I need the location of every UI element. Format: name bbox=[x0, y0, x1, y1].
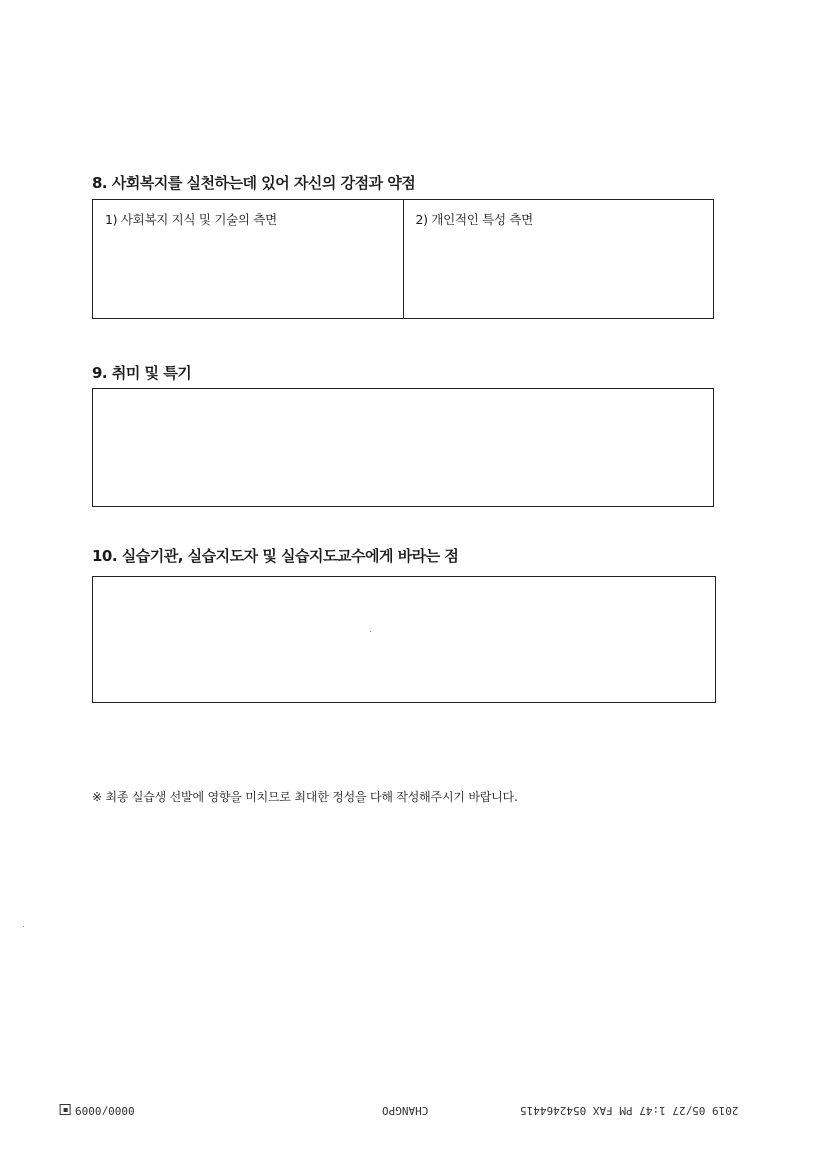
knowledge-skills-label: 1) 사회복지 지식 및 기술의 측면 bbox=[105, 212, 277, 227]
hobbies-skills-box[interactable] bbox=[92, 388, 714, 507]
fax-header-line: 2019 05/27 1:47 PM FAX 0542464415 bbox=[520, 1104, 739, 1117]
scan-speck bbox=[23, 926, 24, 927]
fax-icon bbox=[60, 1105, 71, 1116]
section-9-title: 9. 취미 및 특기 bbox=[92, 364, 192, 382]
expectations-box[interactable] bbox=[92, 576, 716, 703]
personal-traits-cell[interactable] bbox=[403, 200, 714, 318]
personal-traits-label: 2) 개인적인 특성 측면 bbox=[415, 212, 533, 227]
fax-page-number: 0000/0009 bbox=[75, 1104, 135, 1117]
fax-footer bbox=[0, 1100, 827, 1122]
section-8-title: 8. 사회복지를 실천하는데 있어 자신의 강점과 약점 bbox=[92, 174, 416, 192]
scan-speck bbox=[370, 631, 371, 632]
fax-sender: CHANGPO bbox=[382, 1104, 429, 1117]
section-10-title: 10. 실습기관, 실습지도자 및 실습지도교수에게 바라는 점 bbox=[92, 547, 459, 565]
knowledge-skills-cell[interactable] bbox=[93, 200, 403, 318]
fax-page-info bbox=[60, 1104, 135, 1117]
strengths-weaknesses-table bbox=[92, 199, 714, 319]
instruction-note: ※ 최종 실습생 선발에 영향을 미치므로 최대한 정성을 다해 작성해주시기 바랍니다. bbox=[92, 790, 518, 804]
